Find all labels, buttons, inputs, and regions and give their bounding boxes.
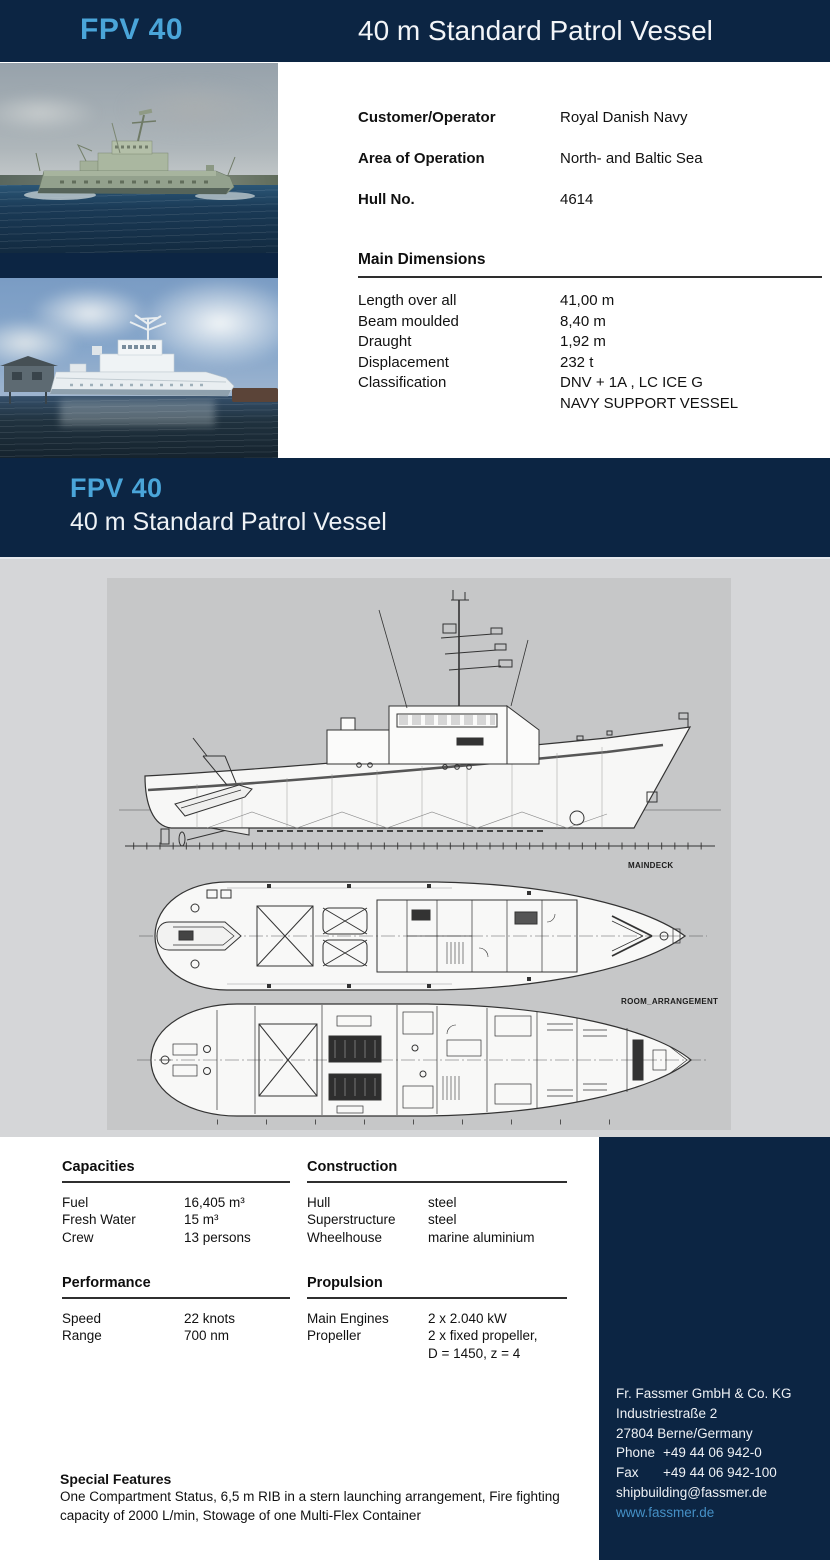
row-label: Main Engines: [307, 1311, 389, 1326]
row-value: 2 x fixed propeller,: [428, 1328, 538, 1344]
banner-title: 40 m Standard Patrol Vessel: [70, 508, 387, 536]
section-heading: Propulsion: [307, 1275, 383, 1291]
general-arrangement-drawing: [107, 578, 731, 1130]
heading-rule: [62, 1297, 290, 1299]
table-row: [307, 1345, 567, 1362]
construction-table: [307, 1159, 567, 1246]
row-value: marine aluminium: [428, 1229, 535, 1245]
table-row: [307, 1310, 567, 1327]
dimension-value: 8,40 m: [560, 312, 606, 330]
maindeck-label: MAINDECK: [628, 861, 674, 870]
row-label: Hull: [307, 1195, 331, 1210]
dimension-row: [358, 312, 822, 333]
street-address: Industriestraße 2: [616, 1405, 718, 1421]
photo2-reflection: [60, 400, 215, 426]
spec-value: 4614: [560, 191, 594, 208]
page-title: 40 m Standard Patrol Vessel: [358, 15, 713, 46]
dimension-row: [358, 373, 822, 394]
heading-rule: [307, 1181, 567, 1183]
table-row: [62, 1229, 290, 1246]
dimension-label: [358, 394, 560, 415]
dimension-label: Classification: [358, 374, 447, 391]
contact-block: [599, 1137, 830, 1560]
spec-value: North- and Baltic Sea: [560, 150, 703, 167]
table-row: [307, 1229, 567, 1246]
special-features-section: [60, 1471, 620, 1525]
dimension-value: NAVY SUPPORT VESSEL: [560, 394, 739, 412]
header-model: FPV 40: [80, 13, 184, 46]
propulsion-table: [307, 1275, 567, 1362]
website-link[interactable]: www.fassmer.de: [616, 1504, 715, 1520]
row-label: Speed: [62, 1311, 102, 1326]
row-label: Superstructure: [307, 1212, 396, 1228]
row-value: 13 persons: [184, 1229, 251, 1245]
row-value: 22 knots: [184, 1311, 236, 1326]
row-label: Crew: [62, 1229, 94, 1245]
email-link[interactable]: shipbuilding@fassmer.de: [616, 1484, 768, 1500]
dimension-label: Draught: [358, 333, 412, 350]
vessel-photo-dock: [0, 278, 278, 458]
banner-model: FPV 40: [70, 473, 163, 503]
dimension-row: [358, 394, 822, 415]
row-label: Fuel: [62, 1195, 89, 1210]
table-row: [62, 1327, 290, 1344]
row-value: steel: [428, 1195, 457, 1210]
row-value: D = 1450, z = 4: [428, 1345, 521, 1361]
main-dimensions-section: [358, 251, 822, 414]
dimension-row: [358, 332, 822, 353]
row-label: Propeller: [307, 1328, 362, 1344]
table-row: [62, 1194, 290, 1211]
section-heading: Main Dimensions: [358, 251, 486, 268]
spec-row: [358, 150, 703, 167]
spec-row: [358, 191, 593, 208]
dimension-label: Beam moulded: [358, 312, 459, 330]
dimension-value: DNV + 1A , LC ICE G: [560, 374, 703, 391]
fax-number: +49 44 06 942-100: [663, 1465, 777, 1481]
table-row: [62, 1310, 290, 1327]
header-band: [0, 0, 830, 62]
dimension-value: 232 t: [560, 353, 594, 371]
heading-rule: [307, 1297, 567, 1299]
dimension-rows: [358, 291, 822, 414]
spec-value: Royal Danish Navy: [560, 109, 688, 126]
spec-row: [358, 109, 688, 126]
row-value: 700 nm: [184, 1328, 230, 1344]
spec-label: Hull No.: [358, 191, 415, 208]
special-features-heading: Special Features: [60, 1471, 172, 1487]
row-label: Fresh Water: [62, 1212, 136, 1228]
row-value: steel: [428, 1212, 457, 1228]
dimension-row: [358, 353, 822, 374]
section-heading: Construction: [307, 1159, 398, 1175]
table-row: [307, 1211, 567, 1228]
room-arrangement-label: ROOM_ARRANGEMENT: [621, 997, 719, 1006]
row-label: Wheelhouse: [307, 1229, 383, 1245]
contact-info: [616, 1384, 792, 1523]
spec-label: Area of Operation: [358, 150, 485, 167]
fax-row: [616, 1463, 792, 1483]
technical-drawing: [107, 578, 731, 1130]
dimension-row: [358, 291, 822, 312]
fax-label: Fax: [616, 1465, 639, 1481]
dimension-label: Displacement: [358, 353, 449, 371]
vessel-photo-sea: [0, 63, 278, 253]
banner-band: [0, 458, 830, 557]
special-features-text: One Compartment Status, 6,5 m RIB in a stern launching arrangement, Fire fighting: [60, 1489, 560, 1504]
section-heading: Capacities: [62, 1159, 135, 1175]
photo1-ship-silhouette: [20, 107, 260, 207]
performance-table: [62, 1275, 290, 1345]
dimension-value: 41,00 m: [560, 292, 615, 309]
dimension-value: 1,92 m: [560, 333, 606, 350]
dimension-label: Length over all: [358, 292, 457, 309]
city-address: 27804 Berne/Germany: [616, 1425, 753, 1441]
company-name: Fr. Fassmer GmbH & Co. KG: [616, 1386, 792, 1401]
row-label: [307, 1345, 428, 1362]
table-row: [62, 1211, 290, 1228]
heading-rule: [358, 276, 822, 278]
row-value: 15 m³: [184, 1212, 219, 1228]
photo-divider: [0, 253, 278, 278]
phone-row: [616, 1443, 792, 1463]
table-row: [307, 1194, 567, 1211]
spec-label: Customer/Operator: [358, 109, 496, 126]
phone-number: +49 44 06 942-0: [663, 1445, 762, 1461]
row-value: 2 x 2.040 kW: [428, 1311, 507, 1326]
section-heading: Performance: [62, 1275, 151, 1291]
table-row: [307, 1327, 567, 1344]
photo2-ship-silhouette: [30, 314, 270, 414]
heading-rule: [62, 1181, 290, 1183]
capacities-table: [62, 1159, 290, 1246]
special-features-text: capacity of 2000 L/min, Stowage of one Multi-Flex Container: [60, 1508, 421, 1523]
row-value: 16,405 m³: [184, 1195, 245, 1210]
phone-label: Phone: [616, 1445, 656, 1461]
row-label: Range: [62, 1328, 102, 1344]
